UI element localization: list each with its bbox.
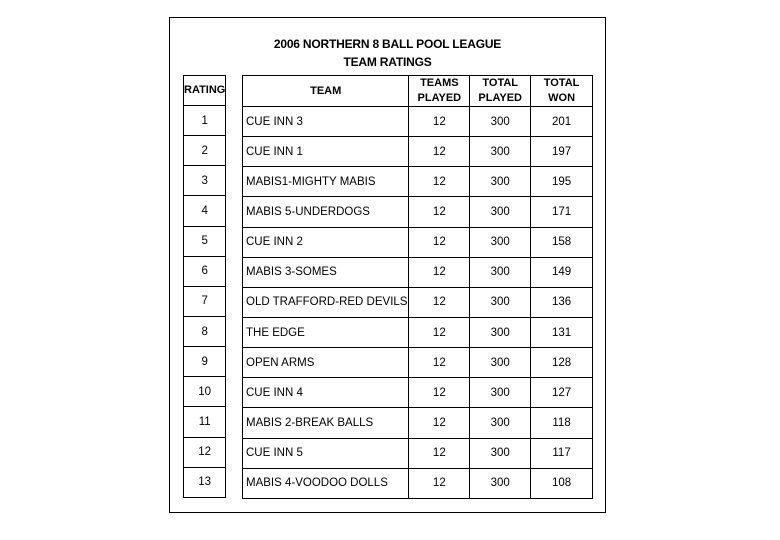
rating-row [184, 467, 226, 497]
table-row [243, 137, 593, 167]
table-row [243, 378, 593, 408]
team-cell: OPEN ARMS [243, 348, 409, 378]
teams-played-cell: 12 [409, 317, 470, 347]
rating-cell: 5 [184, 226, 226, 256]
rating-row [184, 196, 226, 226]
team-cell: OLD TRAFFORD-RED DEVILS [243, 287, 409, 317]
teams-played-cell: 12 [409, 408, 470, 438]
rating-cell: 8 [184, 316, 226, 346]
team-cell: MABIS 5-UNDERDOGS [243, 197, 409, 227]
teams-played-cell: 12 [409, 107, 470, 137]
total-won-cell: 118 [531, 408, 593, 438]
total-played-header [470, 76, 531, 107]
rating-row [184, 316, 226, 346]
total-played-cell: 300 [470, 197, 531, 227]
table-row [243, 197, 593, 227]
teams-played-cell: 12 [409, 438, 470, 468]
rating-row [184, 437, 226, 467]
total-won-cell: 136 [531, 287, 593, 317]
total-played-cell: 300 [470, 317, 531, 347]
teams-played-cell: 12 [409, 257, 470, 287]
total-won-cell: 127 [531, 378, 593, 408]
rating-cell: 1 [184, 106, 226, 136]
team-cell: THE EDGE [243, 317, 409, 347]
teams-played-header-line1: TEAMS [420, 77, 459, 89]
total-played-cell: 300 [470, 287, 531, 317]
total-won-cell: 195 [531, 167, 593, 197]
total-won-cell: 149 [531, 257, 593, 287]
rating-cell: 9 [184, 347, 226, 377]
team-cell: MABIS 2-BREAK BALLS [243, 408, 409, 438]
teams-played-cell: 12 [409, 197, 470, 227]
rating-cell: 4 [184, 196, 226, 226]
team-table [242, 75, 593, 499]
total-won-header-line1: TOTAL [543, 77, 580, 89]
rating-row [184, 286, 226, 316]
rating-row [184, 256, 226, 286]
total-played-cell: 300 [470, 378, 531, 408]
rating-row [184, 407, 226, 437]
teams-played-cell: 12 [409, 137, 470, 167]
teams-played-cell: 12 [409, 287, 470, 317]
rating-cell: 12 [184, 437, 226, 467]
total-won-cell: 171 [531, 197, 593, 227]
teams-played-cell: 12 [409, 227, 470, 257]
total-played-cell: 300 [470, 408, 531, 438]
rating-cell: 10 [184, 377, 226, 407]
table-row [243, 317, 593, 347]
total-won-cell: 117 [531, 438, 593, 468]
rating-row [184, 136, 226, 166]
total-won-cell: 128 [531, 348, 593, 378]
total-played-cell: 300 [470, 167, 531, 197]
teams-played-cell: 12 [409, 167, 470, 197]
table-row [243, 348, 593, 378]
rating-header: RATING [184, 76, 226, 106]
total-won-cell: 108 [531, 468, 593, 498]
total-won-header [531, 76, 593, 107]
table-row [243, 408, 593, 438]
total-played-cell: 300 [470, 468, 531, 498]
table-row [243, 287, 593, 317]
rating-cell: 11 [184, 407, 226, 437]
table-row [243, 167, 593, 197]
teams-played-header-line2: PLAYED [417, 92, 462, 104]
total-played-cell: 300 [470, 438, 531, 468]
teams-played-cell: 12 [409, 348, 470, 378]
total-won-cell: 197 [531, 137, 593, 167]
rating-table [183, 75, 226, 498]
rating-row [184, 106, 226, 136]
total-played-header-line2: PLAYED [478, 92, 522, 104]
rating-row [184, 377, 226, 407]
rating-row [184, 226, 226, 256]
total-played-cell: 300 [470, 227, 531, 257]
rating-row [184, 347, 226, 377]
teams-played-cell: 12 [409, 378, 470, 408]
team-cell: CUE INN 4 [243, 378, 409, 408]
team-cell: CUE INN 5 [243, 438, 409, 468]
team-header: TEAM [243, 76, 409, 107]
total-played-cell: 300 [470, 107, 531, 137]
total-played-cell: 300 [470, 348, 531, 378]
team-cell: MABIS 4-VOODOO DOLLS [243, 468, 409, 498]
total-played-header-line1: TOTAL [482, 77, 519, 89]
rating-row [184, 166, 226, 196]
total-won-cell: 158 [531, 227, 593, 257]
page-subtitle: TEAM RATINGS [343, 55, 432, 69]
team-cell: MABIS1-MIGHTY MABIS [243, 167, 409, 197]
teams-played-header [409, 76, 470, 107]
rating-cell: 2 [184, 136, 226, 166]
total-won-header-line2: WON [548, 92, 576, 104]
total-played-cell: 300 [470, 257, 531, 287]
rating-cell: 7 [184, 286, 226, 316]
table-row [243, 107, 593, 137]
page-title: 2006 NORTHERN 8 BALL POOL LEAGUE [273, 37, 502, 51]
team-cell: CUE INN 2 [243, 227, 409, 257]
team-cell: MABIS 3-SOMES [243, 257, 409, 287]
total-played-cell: 300 [470, 137, 531, 167]
teams-played-cell: 12 [409, 468, 470, 498]
rating-cell: 3 [184, 166, 226, 196]
team-cell: CUE INN 1 [243, 137, 409, 167]
total-won-cell: 201 [531, 107, 593, 137]
table-row [243, 257, 593, 287]
total-won-cell: 131 [531, 317, 593, 347]
table-row [243, 468, 593, 498]
team-cell: CUE INN 3 [243, 107, 409, 137]
rating-cell: 13 [184, 467, 226, 497]
table-row [243, 438, 593, 468]
rating-cell: 6 [184, 256, 226, 286]
table-row [243, 227, 593, 257]
